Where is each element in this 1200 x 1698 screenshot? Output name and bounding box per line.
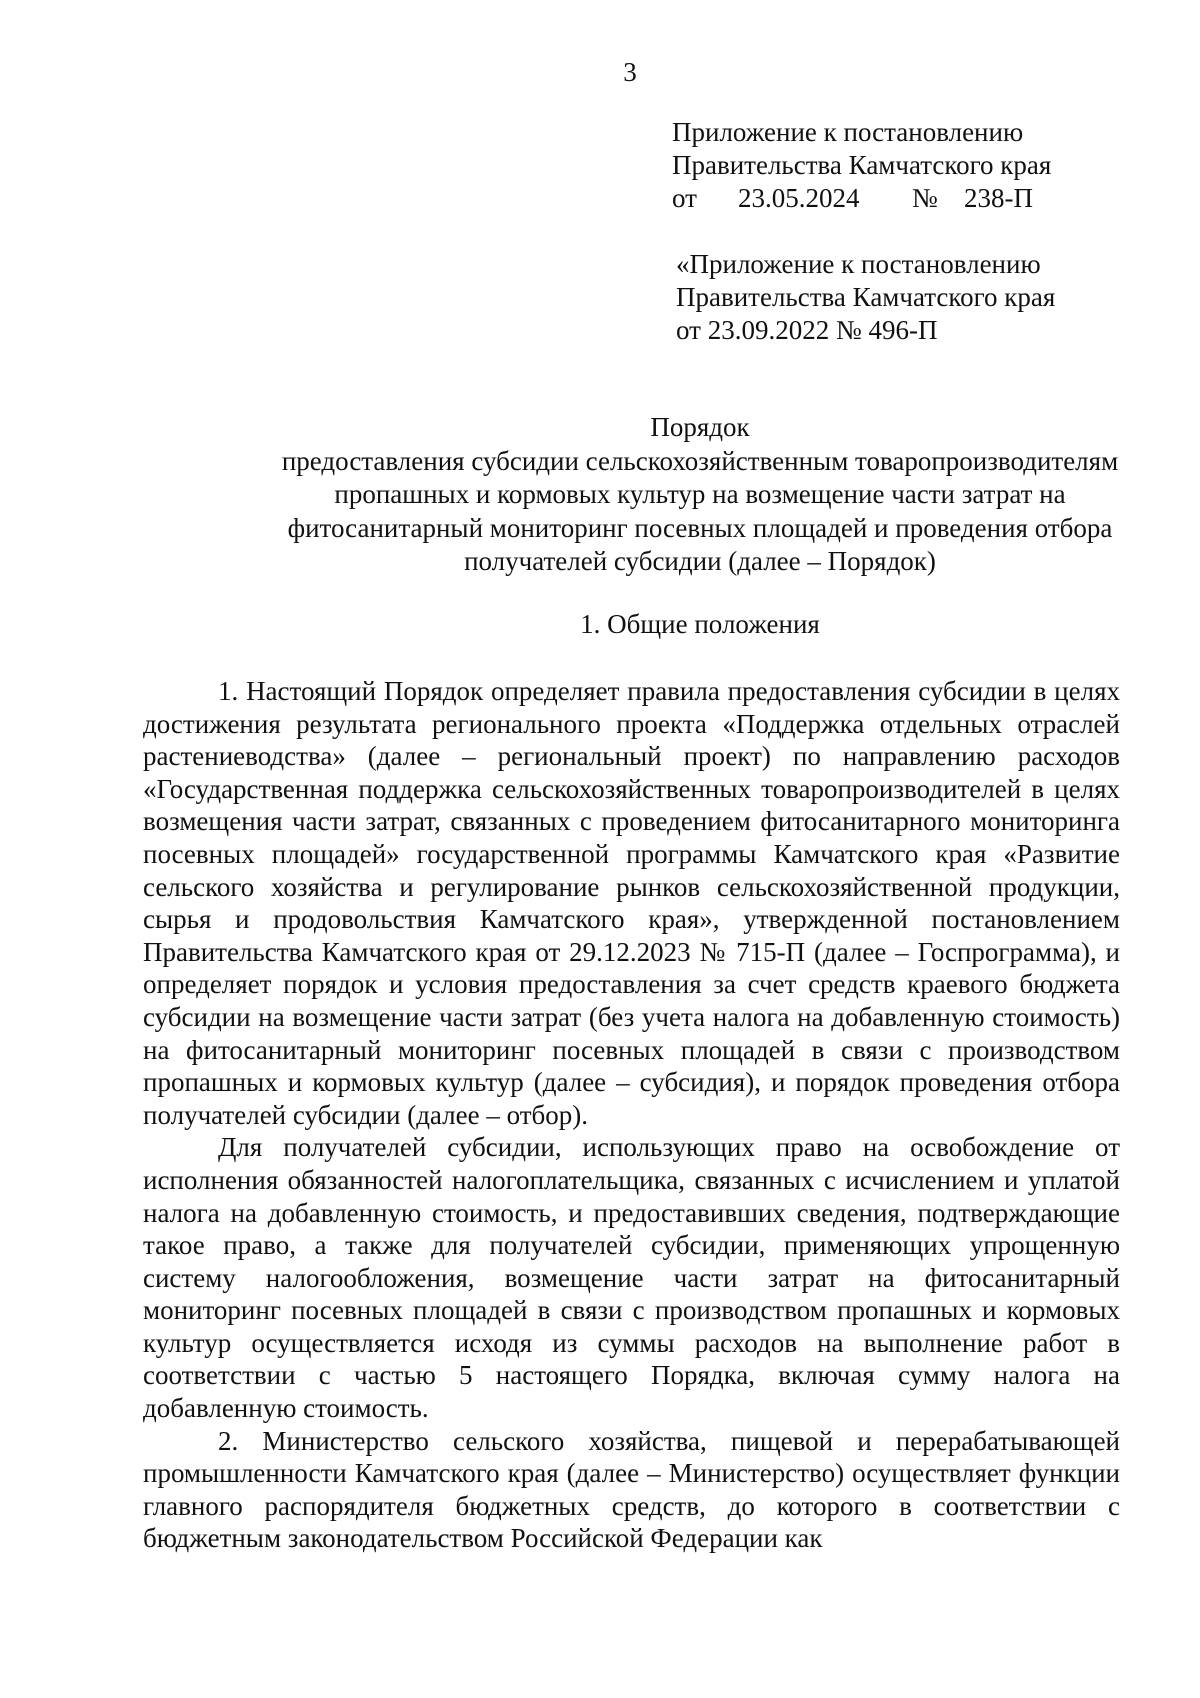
paragraph: Для получателей субсидии, использующих право на освобождение от исполнения обязанностей налогоплательщика, связанных с исчислением и уплатой налога на добавленную стоимость, и предоставивших сведения, подтверждающие такое право, а также для получателей субсидии, применяющих упрощенную систему налогообложения, возмещение части затрат на фитосанитарный мониторинг посевных площадей в связи с производством пропашных и кормовых культур осуществляется исходя из суммы расходов на выполнение работ в соответствии с частью 5 настоящего Порядка, включая сумму налога на добавленную стоимость.: [143, 1132, 1120, 1424]
approval-stamp-current: [672, 116, 1051, 215]
approval-line: Приложение к постановлению: [672, 117, 1024, 147]
document-body: [143, 675, 1120, 1555]
approval-line: от 23.09.2022 № 496-П: [676, 315, 938, 345]
approval-line: Правительства Камчатского края: [672, 150, 1052, 180]
document-title: [140, 411, 1200, 579]
approval-line: «Приложение к постановлению: [676, 249, 1041, 279]
date-label: от: [672, 183, 697, 213]
paragraph: 2. Министерство сельского хозяйства, пищевой и перерабатывающей промышленности Камчатского края (далее – Министерство) осуществляет функции главного распорядителя бюджетных средств, до которого в соответствии с бюджетным законодательством Российской Федерации как: [143, 1425, 1120, 1554]
section-heading: 1. Общие положения: [580, 609, 820, 639]
title-line: получателей субсидии (далее – Порядок): [464, 546, 936, 576]
title-line: фитосанитарный мониторинг посевных площадей и проведения отбора: [287, 512, 1113, 543]
approval-date-line: [672, 182, 1051, 215]
paragraph: 1. Настоящий Порядок определяет правила предоставления субсидии в целях достижения результата регионального проекта «Поддержка отдельных отраслей растениеводства» (далее – региональный проект) по направлению расходов «Государственная поддержка сельскохозяйственных товаропроизводителей в целях возмещения части затрат, связанных с проведением фитосанитарного мониторинга посевных площадей» государственной программы Камчатского края «Развитие сельского хозяйства и регулирование рынков сельскохозяйственной продукции, сырья и продовольствия Камчатского края», утвержденной постановлением Правительства Камчатского края от 29.12.2023 № 715-П (далее – Госпрограмма), и определяет порядок и условия предоставления за счет средств краевого бюджета субсидии на возмещение части затрат (без учета налога на добавленную стоимость) на фитосанитарный мониторинг посевных площадей в связи с производством пропашных и кормовых культур (далее – субсидия), и порядок проведения отбора получателей субсидии (далее – отбор).: [143, 676, 1120, 1130]
approval-date: 23.05.2024: [738, 183, 860, 213]
title-line: пропашных и кормовых культур на возмещение части затрат на: [334, 479, 1066, 509]
title-line: предоставления субсидии сельскохозяйственным товаропроизводителям: [281, 445, 1119, 476]
approval-number: 238-П: [964, 183, 1033, 213]
title-heading: Порядок: [650, 412, 750, 442]
number-label: №: [912, 183, 938, 213]
page-number: 3: [623, 57, 637, 87]
approval-stamp-previous: [676, 248, 1055, 347]
approval-line: Правительства Камчатского края: [676, 282, 1056, 312]
